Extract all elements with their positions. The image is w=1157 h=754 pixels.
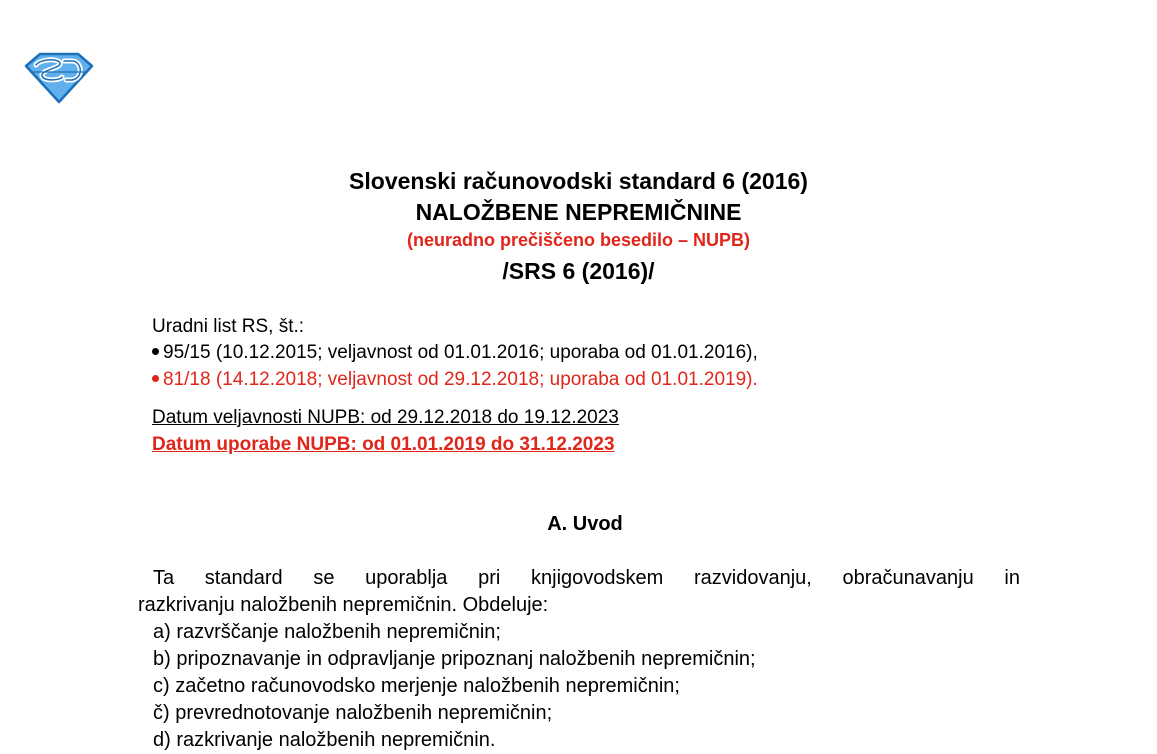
- bullet-icon: [152, 348, 159, 355]
- validity-date: Datum veljavnosti NUPB: od 29.12.2018 do 19.12.2023: [152, 407, 619, 428]
- bullet-icon: [152, 375, 159, 382]
- sd-logo-icon: [22, 50, 96, 104]
- document-code: /SRS 6 (2016)/: [502, 258, 655, 284]
- gazette-entry-amendment: [152, 369, 758, 391]
- intro-paragraph: [138, 565, 1020, 619]
- gazette-entry: [152, 342, 758, 364]
- paragraph-line: Ta standard se uporablja pri knjigovodskem razvidovanju, obračunavanju in: [153, 567, 1020, 589]
- paragraph-line: razkrivanju naložbenih nepremičnin. Obdeluje:: [138, 594, 549, 616]
- list-item: a) razvrščanje naložbenih nepremičnin;: [153, 621, 501, 643]
- list-item: č) prevrednotovanje naložbenih nepremičnin;: [153, 702, 553, 724]
- gazette-label: Uradni list RS, št.:: [152, 316, 305, 337]
- section-heading: A. Uvod: [547, 513, 623, 535]
- scope-list: [153, 619, 756, 754]
- document-title: Slovenski računovodski standard 6 (2016): [349, 168, 808, 194]
- document-subtitle: NALOŽBENE NEPREMIČNINE: [415, 199, 742, 225]
- list-item: c) začetno računovodsko merjenje naložbenih nepremičnin;: [153, 675, 680, 697]
- usage-date: Datum uporabe NUPB: od 01.01.2019 do 31.12.2023: [152, 434, 615, 455]
- list-item: d) razkrivanje naložbenih nepremičnin.: [153, 729, 496, 751]
- list-item: b) pripoznavanje in odpravljanje pripoznanj naložbenih nepremičnin;: [153, 648, 756, 670]
- gazette-entry-text: 95/15 (10.12.2015; veljavnost od 01.01.2016; uporaba od 01.01.2016),: [163, 342, 758, 363]
- unofficial-text-note: (neuradno prečiščeno besedilo – NUPB): [406, 230, 751, 250]
- gazette-entry-text: 81/18 (14.12.2018; veljavnost od 29.12.2018; uporaba od 01.01.2019).: [163, 369, 758, 390]
